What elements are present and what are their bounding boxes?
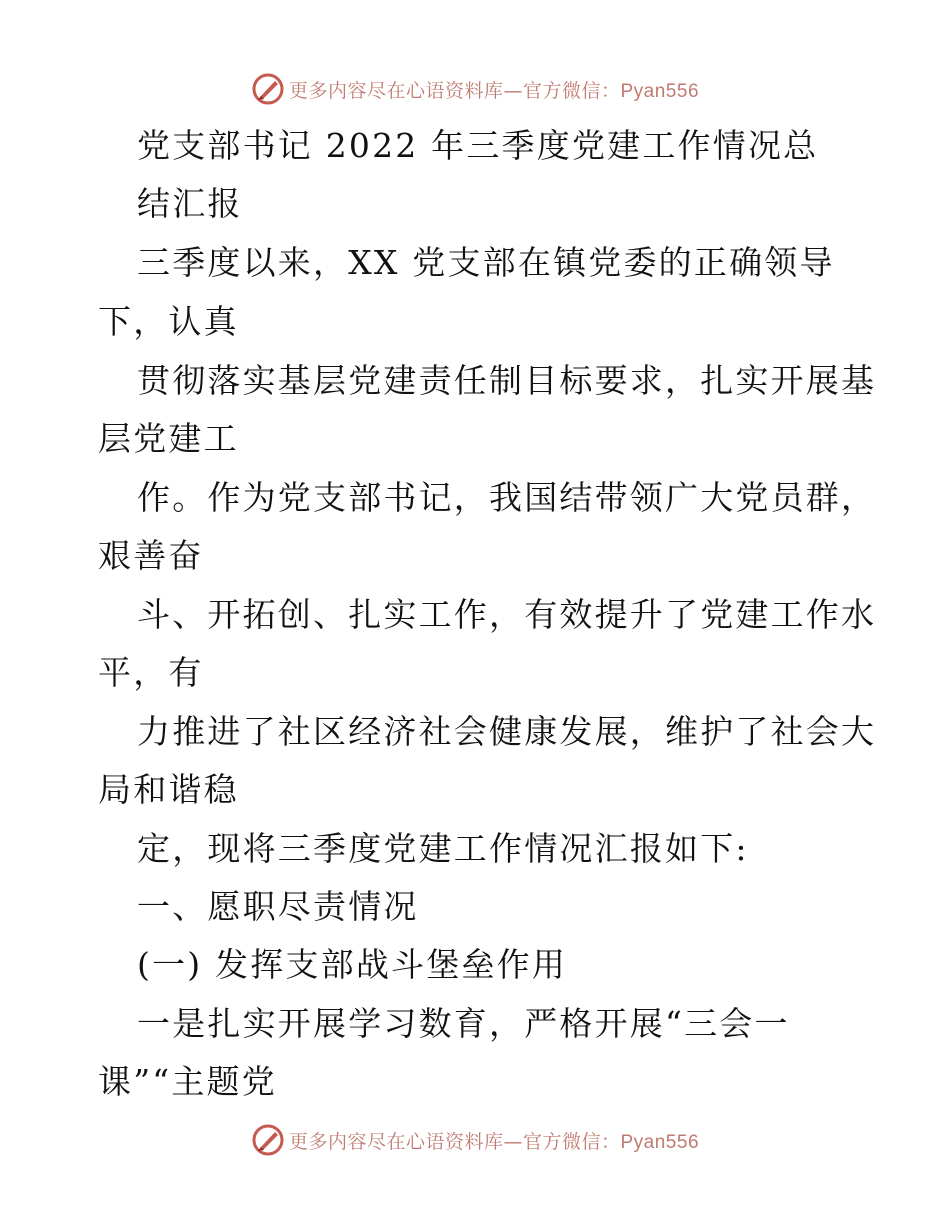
body-line: 层党建工 <box>98 419 239 458</box>
quill-seal-icon <box>251 72 285 106</box>
watermark-id: Pyan556 <box>620 1131 700 1153</box>
body-line: 下，认真 <box>98 302 239 341</box>
subsection-heading: (一) 发挥支部战斗堡垒作用 <box>137 945 568 984</box>
header-watermark <box>0 71 950 107</box>
body-line: 定，现将三季度党建工作情况汇报如下: <box>137 829 749 868</box>
section-heading: 一、愿职尽责情况 <box>137 887 419 926</box>
watermark-id: Pyan556 <box>620 80 700 102</box>
body-line: 课”“主题党 <box>98 1062 277 1101</box>
footer-watermark <box>0 1122 950 1158</box>
body-line: 平，有 <box>98 653 204 692</box>
title-line-1: 党支部书记 2022 年三季度党建工作情况总 <box>137 126 819 165</box>
body-line: 力推进了社区经济社会健康发展，维护了社会大 <box>137 712 877 751</box>
watermark-text: 更多内容尽在心语资料库—官方微信： <box>288 1130 621 1153</box>
body-line: 斗、开拓创、扎实工作，有效提升了党建工作水 <box>137 595 877 634</box>
body-line: 作。作为党支部书记，我国结带领广大党员群， <box>137 478 877 517</box>
quill-seal-icon <box>251 1123 285 1157</box>
watermark-text: 更多内容尽在心语资料库—官方微信： <box>288 79 621 102</box>
body-line: 局和谐稳 <box>98 770 239 809</box>
body-line: 一是扎实开展学习数育，严格开展“三会一 <box>137 1004 790 1043</box>
title-line-2: 结汇报 <box>137 184 243 223</box>
body-line: 艰善奋 <box>98 536 204 575</box>
body-line: 三季度以来，XX 党支部在镇党委的正确领导 <box>137 243 835 282</box>
body-line: 贯彻落实基层党建责任制目标要求，扎实开展基 <box>137 361 877 400</box>
